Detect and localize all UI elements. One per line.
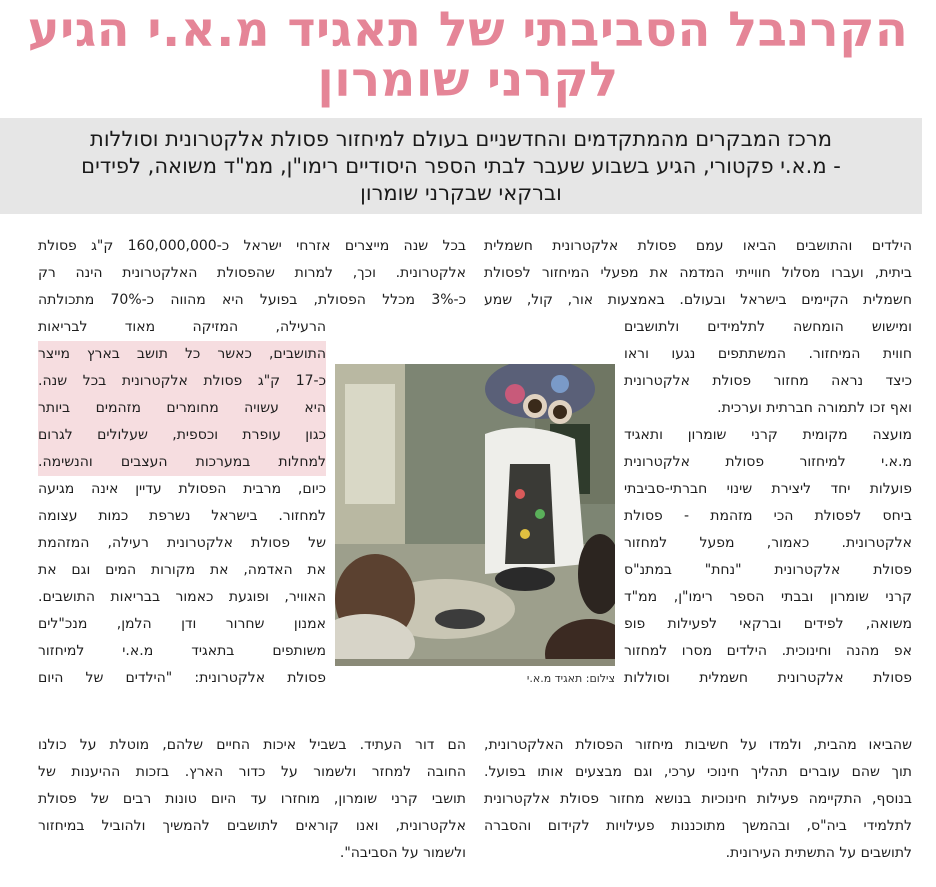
subheadline-box xyxy=(0,118,922,214)
highlighted-line: התושבים, כאשר כל תושב בארץ מייצר xyxy=(38,341,326,368)
body-line: הילדים והתושבים הביאו עמם פסולת אלקטרונית חשמלית xyxy=(484,238,912,254)
subheadline-line: - מ.א.י פקטורי, הגיע בשבוע שעבר לבתי הספר היסודיים רימו"ן, ממ"ד משואה, לפידים xyxy=(81,153,841,178)
body-line: ביתית, ועברו מסלול חווייתי המדמה את מפעלי המיחזור לפסולת xyxy=(484,265,912,281)
highlighted-line: כ-17 ק"ג פסולת אלקטרונית בכל שנה. xyxy=(38,368,326,395)
photo-credit: צילום: תאגיד מ.א.י xyxy=(526,672,615,685)
body-line: בנוסף, התקיימה פעילות חינוכיות בנושא מחזור פסולת אלקטרונית xyxy=(484,791,912,807)
body-line: משותפים בתאגיד מ.א.י למיחזור xyxy=(38,643,326,659)
body-line: כ-3% מכלל הפסולת, בפועל היא מהווה כ-70% מתכולתה xyxy=(38,292,466,308)
body-line: למחזור. בישראל נשרפת כמות עצומה xyxy=(38,508,326,524)
body-line: תושבי קרני שומרון, מוחזרו עד היום טונות רבים של פסולת xyxy=(38,791,466,807)
right-column-bottom xyxy=(484,732,912,867)
body-line: ומישוש הומחשה לתלמידים ולתושבים xyxy=(624,319,912,335)
body-line: הם דור העתיד. בשביל איכות החיים שלהם, מוטלת על כולנו xyxy=(38,737,466,753)
body-line: האוויר, ופוגעת כאמור בבריאות התושבים. xyxy=(38,589,326,605)
body-line: מועצה מקומית קרני שומרון ותאגיד xyxy=(624,427,912,443)
event-photo xyxy=(335,364,615,666)
body-line: הרעילה, המזיקה מאוד לבריאות xyxy=(38,319,326,335)
body-line: חשמלית הקיימים בישראל ובעולם. באמצעות אור, קול, שמע xyxy=(484,292,912,308)
body-line: אלקטרונית. וכך, למרות שהפסולת האלקטרונית הינה רק xyxy=(38,265,466,281)
left-column-mid xyxy=(38,314,326,692)
body-line: לתושבים על התשתית העירונית. xyxy=(725,845,912,861)
body-line: חווית המיחזור. המשתתפים נגעו וראו xyxy=(624,346,912,362)
body-line: אלקטרונית. כאמור, מפעל למחזור xyxy=(624,535,912,551)
body-line: תוך שהם עוברים תהליך חינוכי ערכי, וגם מבצעים אותו בפועל. xyxy=(484,764,912,780)
body-line: ולשמור על הסביבה". xyxy=(339,845,466,861)
headline-line: הקרנבל הסביבתי של תאגיד מ.א.י הגיע xyxy=(27,1,909,58)
left-column-top xyxy=(38,233,466,314)
subheadline-line: מרכז המבקרים מהמתקדמים והחדשניים בעולם למיחזור פסולת אלקטרונית וסוללות xyxy=(90,126,832,151)
body-line: ואף זכו לתמורה חברתית וערכית. xyxy=(717,400,912,416)
highlighted-line: למחלות במערכות העצבים והנשימה. xyxy=(38,449,326,476)
body-line: בכל שנה מייצרים אזרחי ישראל כ-160,000,000 ק"ג פסולת xyxy=(38,238,466,254)
subheadline-line: וברקאי שבקרני שומרון xyxy=(360,180,562,205)
body-line: קרני שומרון ובבתי הספר רימו"ן, ממ"ד xyxy=(624,589,912,605)
headline xyxy=(27,0,909,110)
body-line: אמנון שחרור ודן הלמן, מנכ"לים xyxy=(38,616,326,632)
highlighted-line: היא עשויה מחומרים מזהמים ביותר xyxy=(38,395,326,422)
body-line: אלקטרונית, ואנו קוראים לתושבים להמשיך ולהוביל במיחזור xyxy=(38,818,466,834)
right-column-mid xyxy=(624,314,912,692)
body-line: פסולת אלקטרונית חשמלית וסוללות xyxy=(624,670,912,686)
body-line: החובה למחזר ולשמור על כדור הארץ. בזכות ההיענות של xyxy=(38,764,466,780)
body-line: כיום, מרבית הפסולת עדיין אינה מגיעה xyxy=(38,481,326,497)
right-column-top xyxy=(484,233,912,314)
left-column-bottom xyxy=(38,732,466,867)
body-line: את האדמה, את מקורות המים וגם את xyxy=(38,562,326,578)
body-line: מ.א.י למיחזור פסולת אלקטרונית xyxy=(624,454,912,470)
body-line: כיצד נראה מחזור פסולת אלקטרונית xyxy=(624,373,912,389)
body-line: של פסולת אלקטרונית רעילה, המזהמת xyxy=(38,535,326,551)
body-line: פועלות יחד ליצירת שינוי חברתי-סביבתי xyxy=(624,481,912,497)
body-line: ביחס לפסולת הכי מזהמת - פסולת xyxy=(624,508,912,524)
body-line: שהביאו מהבית, ולמדו על חשיבות מיחזור הפסולת האלקטרונית, xyxy=(484,737,912,753)
body-line: משואה, לפידים וברקאי לפעילות פופ xyxy=(624,616,912,632)
body-line: אפ מהנה וחינוכית. הילדים מסרו למחזור xyxy=(624,643,912,659)
body-line: פסולת אלקטרונית "נחת" במתנ"ס xyxy=(624,562,912,578)
body-line: פסולת אלקטרונית: "הילדים של היום xyxy=(38,670,326,686)
headline-line: לקרני שומרון xyxy=(317,52,619,108)
body-line: לתלמידי ביה"ס, ובהמשך מתוכננות פעילויות לקידום והסברה xyxy=(484,818,912,834)
highlighted-line: כגון עופרת וכספית, שעלולים לגרום xyxy=(38,422,326,449)
